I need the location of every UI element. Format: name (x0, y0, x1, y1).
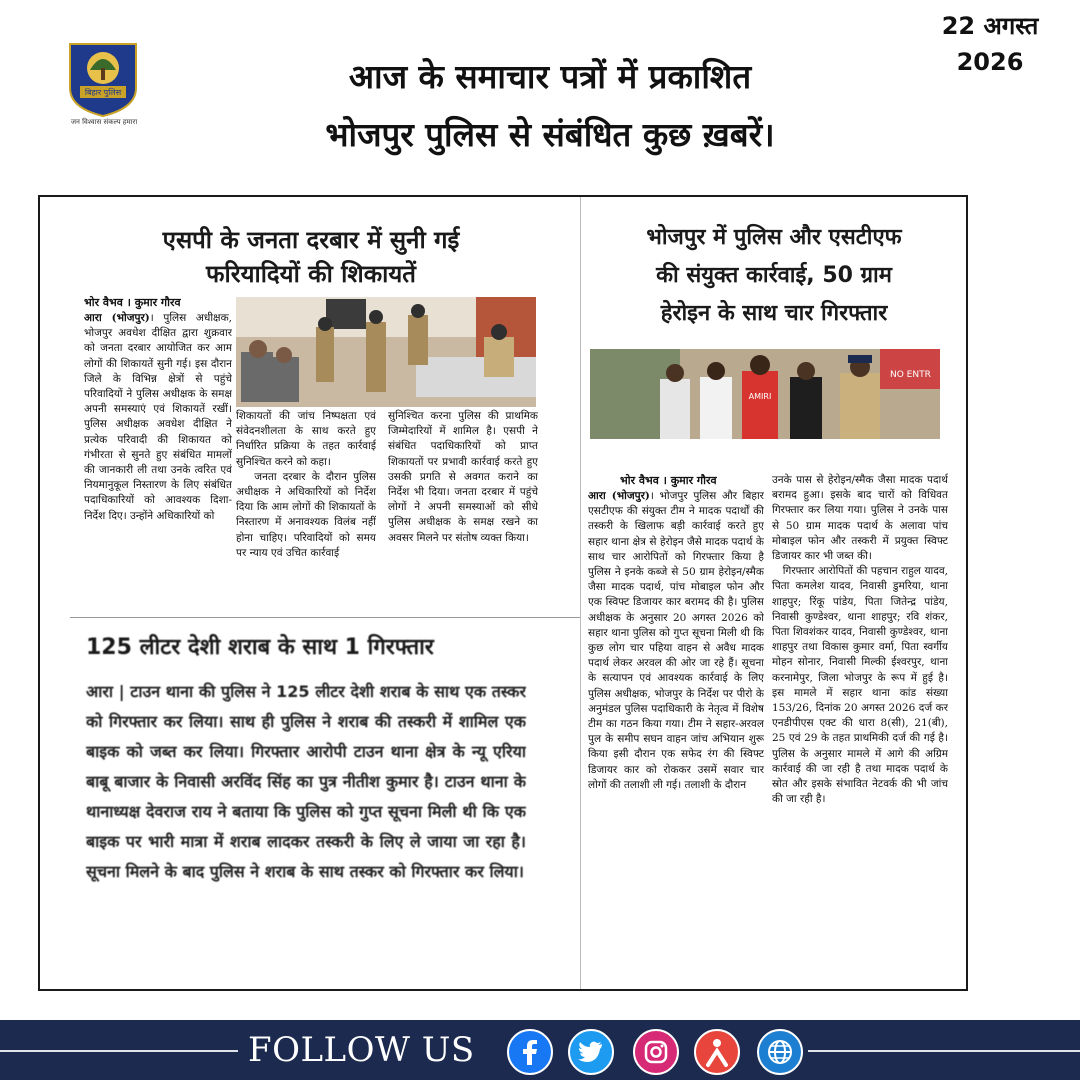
article1-headline (46, 223, 576, 291)
facebook-icon[interactable] (507, 1029, 553, 1075)
koo-icon[interactable] (694, 1029, 740, 1075)
article3-headline (584, 219, 964, 333)
date-line-1: 22 अगस्त (941, 12, 1039, 40)
photo-shirt-text: AMIRI (748, 392, 772, 401)
logo-text: बिहार पुलिस (84, 88, 122, 97)
article1-col2b-text: जनता दरबार के दौरान पुलिस अधीक्षक ने अधिकारियों को निर्देश दिया कि आम लोगों की शिकायतों के निस्तारण में अनावश्यक विलंब नहीं होना चाहिए। परिवादियों को समय पर न्याय एवं उचित कार्रवाई (236, 470, 376, 559)
title-line-1: आज के समाचार पत्रों में प्रकाशित (348, 57, 752, 96)
twitter-icon[interactable] (568, 1029, 614, 1075)
article3-byline: भोर वैभव । कुमार गौरव (620, 474, 717, 487)
article3-headline-line-3: हेरोइन के साथ चार गिरफ्तार (660, 301, 888, 326)
article3-headline-line-1: भोजपुर में पुलिस और एसटीएफ (646, 225, 902, 250)
article1-col1-text: । पुलिस अधीक्षक, भोजपुर अवधेश दीक्षित द्वारा शुक्रवार को जनता दरबार आयोजित कर आम लोगों की शिकायतें सुनी गई। इस दौरान जिले के विभिन्न क्षेत्रों से पहुंचे परिवादियों ने पुलिस अधीक्षक के समक्ष अपनी समस्याएं एवं शिकायतें रखीं। पुलिस अधीक्षक अवधेश दीक्षित ने प्रत्येक परिवादी की शिकायत को गंभीरता से सुनते हुए संबंधित मामलों की जानकारी ली तथा उनके त्वरित एवं नियमानुकूल निस्तारण के लिए संबंधित पदाधिकारियों को आवश्यक दिशा-निर्देश दिए। उन्होंने अधिकारियों को (84, 312, 232, 522)
article2-headline: 125 लीटर देशी शराब के साथ 1 गिरफ्तार (86, 635, 434, 660)
article1-headline-line-2: फरियादियों की शिकायतें (206, 260, 416, 288)
article-divider (70, 617, 580, 618)
article1-photo-janta-darbar (236, 297, 536, 407)
photo-sign-text: NO ENTR (890, 370, 931, 380)
title-line-2: भोजपुर पुलिस से संबंधित कुछ ख़बरें। (325, 115, 775, 154)
bihar-police-logo (66, 38, 140, 118)
article1-headline-line-1: एसपी के जनता दरबार में सुनी गई (162, 226, 460, 254)
article1-column-3 (388, 409, 538, 609)
article3-headline-line-2: की संयुक्त कार्रवाई, 50 ग्राम (656, 263, 892, 288)
follow-us-label: FOLLOW US (248, 1030, 475, 1070)
article1-col2-text: शिकायतों की जांच निष्पक्षता एवं संवेदनशीलता के साथ करते हुए निर्धारित प्रक्रिया के तहत कार्रवाई सुनिश्चित करने को कहा। (236, 410, 376, 468)
website-globe-icon[interactable] (757, 1029, 803, 1075)
column-separator (580, 197, 581, 991)
date-stamp (920, 8, 1060, 80)
article3-col2-text: उनके पास से हेरोइन/स्मैक जैसा मादक पदार्थ बरामद हुआ। इसके बाद चारों को विधिवत गिरफ्तार कर लिया गया। पुलिस ने उनके पास से 50 ग्राम मादक पदार्थ के अलावा पांच मोबाइल फोन और तस्करी में प्रयुक्त स्विफ्ट डिजायर कार भी जब्त की। (772, 474, 948, 563)
footer-line-right (808, 1050, 1080, 1052)
article3-dateline: आरा (भोजपुर) (588, 490, 650, 502)
article1-dateline: आरा (भोजपुर) (84, 312, 150, 324)
date-line-2: 2026 (956, 48, 1024, 76)
instagram-icon[interactable] (633, 1029, 679, 1075)
article3-column-2 (772, 473, 948, 979)
article1-column-2 (236, 409, 376, 609)
page-title (170, 48, 930, 164)
logo-tagline: जन विश्वास संकल्प हमारा (70, 118, 138, 126)
article3-col1-text: । भोजपुर पुलिस और बिहार एसटीएफ की संयुक्त टीम ने मादक पदार्थों की तस्करी के खिलाफ बड़ी कार्रवाई करते हुए सहार थाना क्षेत्र से हेरोइन जैसे मादक पदार्थ के साथ चार आरोपितों को गिरफ्तार किया है पुलिस ने इनके कब्जे से 50 ग्राम हेरोइन/स्मैक जैसा मादक पदार्थ, पांच मोबाइल फोन और एक स्विफ्ट डिजायर कार बरामद की है। पुलिस अधीक्षक के अनुसार 20 अगस्त 2026 को सहार थाना पुलिस को गुप्त सूचना मिली थी कि कुछ लोग चार पहिया वाहन से अवैध मादक पदार्थ लेकर अरवल की ओर जा रहे हैं। सूचना के सत्यापन एवं आवश्यक कार्रवाई के लिए पुलिस अधीक्षक, भोजपुर के निर्देश पर पीरो के अनुमंडल पुलिस पदाधिकारी के नेतृत्व में विशेष टीम का गठन किया गया। टीम ने सहार-अरवल पुल के समीप सघन वाहन जांच अभियान शुरू किया इसी दौरान एक सफेद रंग की स्विफ्ट डिजायर कार को रोककर उसमें सवार चार लोगों की तलाशी ली गई। तलाशी के दौरान (588, 490, 764, 791)
article1-col3-text: सुनिश्चित करना पुलिस की प्राथमिक जिम्मेदारियों में शामिल है। एसपी ने संबंधित पदाधिकारियों को प्राप्त शिकायतों पर प्रभावी कार्रवाई करते हुए उसकी प्रगति से अवगत कराने का निर्देश भी दिया। जनता दरबार में पहुंचे लोगों ने अपनी समस्याओं को सीधे पुलिस अधीक्षक के समक्ष रखने का अवसर मिलने पर संतोष व्यक्त किया। (388, 410, 538, 544)
article1-column-1 (84, 311, 232, 611)
article2-body: आरा | टाउन थाना की पुलिस ने 125 लीटर देशी शराब के साथ एक तस्कर को गिरफ्तार कर लिया। साथ ही पुलिस ने शराब की तस्करी में शामिल एक बाइक को जब्त कर लिया। गिरफ्तार आरोपी टाउन थाना क्षेत्र के न्यू एरिया बाबू बाजार के निवासी अरविंद सिंह का पुत्र नीतीश कुमार है। टाउन थाना के थानाध्यक्ष देवराज राय ने बताया कि पुलिस को गुप्त सूचना मिली थी कि एक बाइक पर भारी मात्रा में शराब लादकर तस्करी के लिए ले जाया जा रहा है। सूचना मिलने के बाद पुलिस ने शराब के साथ तस्कर को गिरफ्तार कर लिया। (86, 682, 526, 881)
footer-line-left (0, 1050, 238, 1052)
article3-column-1 (588, 489, 764, 979)
article3-photo-arrested-accused (590, 349, 940, 439)
article1-byline: भोर वैभव । कुमार गौरव (84, 296, 181, 309)
article3-col2b-text: गिरफ्तार आरोपितों की पहचान राहुल यादव, पिता कमलेश यादव, निवासी डुमरिया, थाना शाहपुर; रिंकू पांडेय, पिता जितेन्द्र पांडेय, निवासी कुण्डेश्वर, थाना शाहपुर; रवि शंकर, पिता शिवशंकर यादव, निवासी कुण्डेश्वर, थाना शाहपुर तथा विकास कुमार वर्मा, पिता स्वर्गीय मोहन सोनार, निवासी मिल्की ईश्वरपुर, थाना करनामेपुर, जिला भोजपुर के रूप में हुई है। इस मामले में सहार थाना कांड संख्या 153/26, दिनांक 20 अगस्त 2026 दर्ज कर एनडीपीएस एक्ट की धारा 8(सी), 21(बी), 25 एवं 29 के तहत प्राथमिकी दर्ज की गई है। पुलिस के अनुसार मामले में आगे की अग्रिम कार्रवाई की जा रही है तथा मादक पदार्थ के स्रोत और इसके संभावित नेटवर्क की भी जांच की जा रही है। (772, 565, 948, 806)
news-clipping-frame (38, 195, 968, 991)
